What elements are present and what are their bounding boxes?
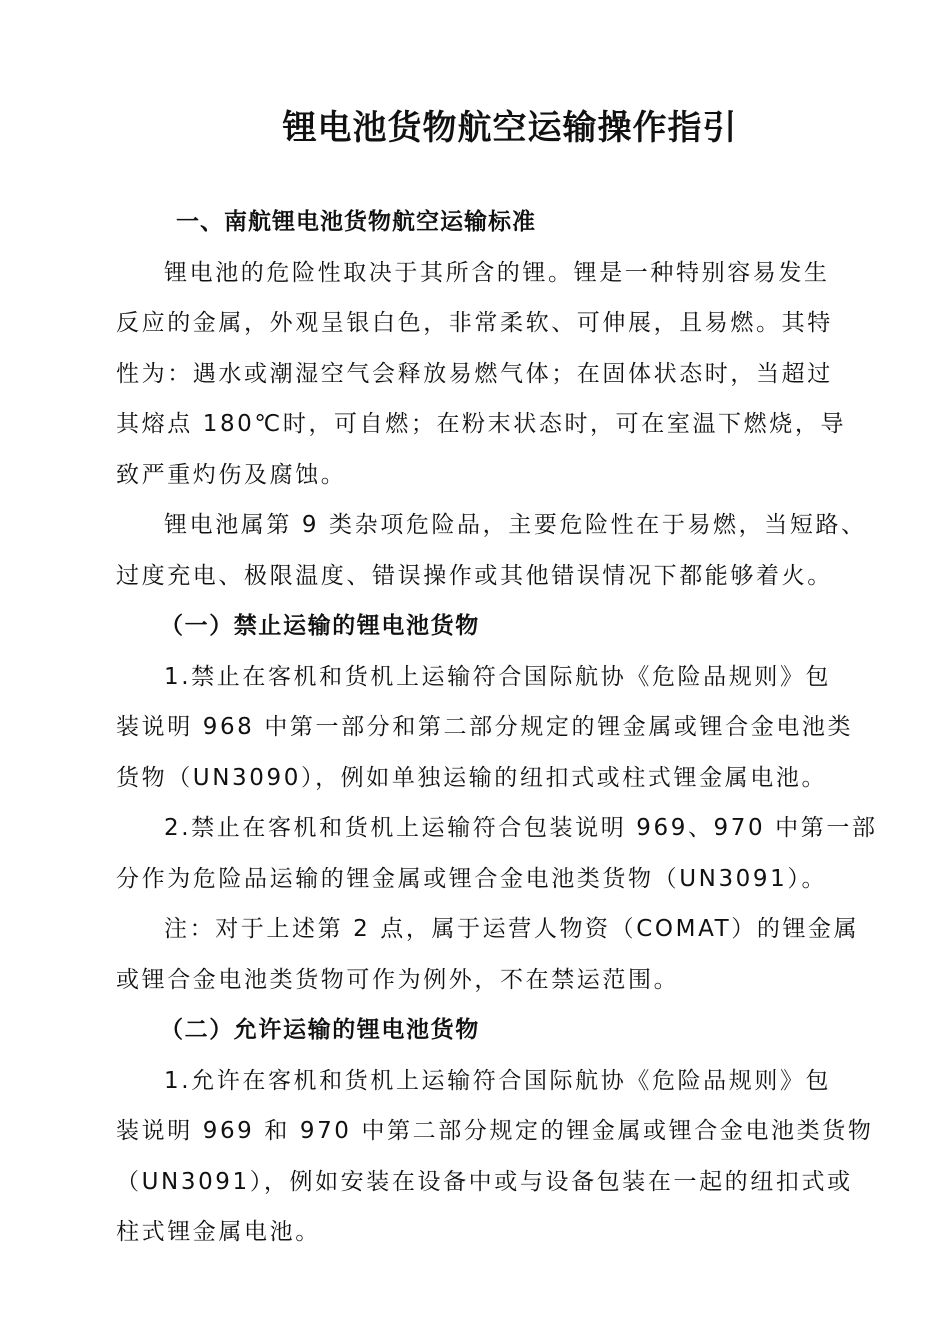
paragraph-line: 柱式锂金属电池。 — [116, 1219, 321, 1245]
paragraph-line: 分作为危险品运输的锂金属或锂合金电池类货物（UN3091）。 — [116, 865, 828, 892]
subsection-heading: （二）允许运输的锂电池货物 — [160, 1017, 480, 1043]
paragraph-line: 2.禁止在客机和货机上运输符合包装说明 969、970 中第一部 — [164, 815, 878, 841]
paragraph-line: 锂电池属第 9 类杂项危险品，主要危险性在于易燃，当短路、 — [164, 512, 867, 538]
paragraph-line: 反应的金属，外观呈银白色，非常柔软、可伸展，且易燃。其特 — [116, 310, 833, 336]
paragraph-line: 或锂合金电池类货物可作为例外，不在禁运范围。 — [116, 966, 680, 993]
paragraph-line: 注：对于上述第 2 点，属于运营人物资（COMAT）的锂金属 — [164, 916, 860, 942]
paragraph-line: 1.禁止在客机和货机上运输符合国际航协《危险品规则》包 — [164, 663, 832, 690]
paragraph-line: 过度充电、极限温度、错误操作或其他错误情况下都能够着火。 — [116, 562, 833, 589]
paragraph-line: 性为：遇水或潮湿空气会释放易燃气体；在固体状态时，当超过 — [116, 360, 833, 387]
document-body — [116, 197, 878, 1258]
paragraph-line: 锂电池的危险性取决于其所含的锂。锂是一种特别容易发生 — [164, 259, 830, 286]
document-title: 锂电池货物航空运输操作指引 — [282, 108, 738, 148]
section-heading: 一、南航锂电池货物航空运输标准 — [176, 209, 536, 235]
paragraph-line: 1.允许在客机和货机上运输符合国际航协《危险品规则》包 — [164, 1067, 832, 1094]
paragraph-line: 致严重灼伤及腐蚀。 — [116, 461, 347, 488]
paragraph-line: 装说明 968 中第一部分和第二部分规定的锂金属或锂合金电池类 — [116, 714, 854, 740]
paragraph-line: 货物（UN3090），例如单独运输的纽扣式或柱式锂金属电池。 — [116, 764, 828, 791]
paragraph-line: （UN3091），例如安装在设备中或与设备包装在一起的纽扣式或 — [116, 1168, 853, 1195]
subsection-heading: （一）禁止运输的锂电池货物 — [160, 613, 480, 639]
paragraph-line: 装说明 969 和 970 中第二部分规定的锂金属或锂合金电池类货物 — [116, 1118, 874, 1144]
paragraph-line: 其熔点 180℃时，可自燃；在粉末状态时，可在室温下燃烧，导 — [116, 411, 847, 437]
